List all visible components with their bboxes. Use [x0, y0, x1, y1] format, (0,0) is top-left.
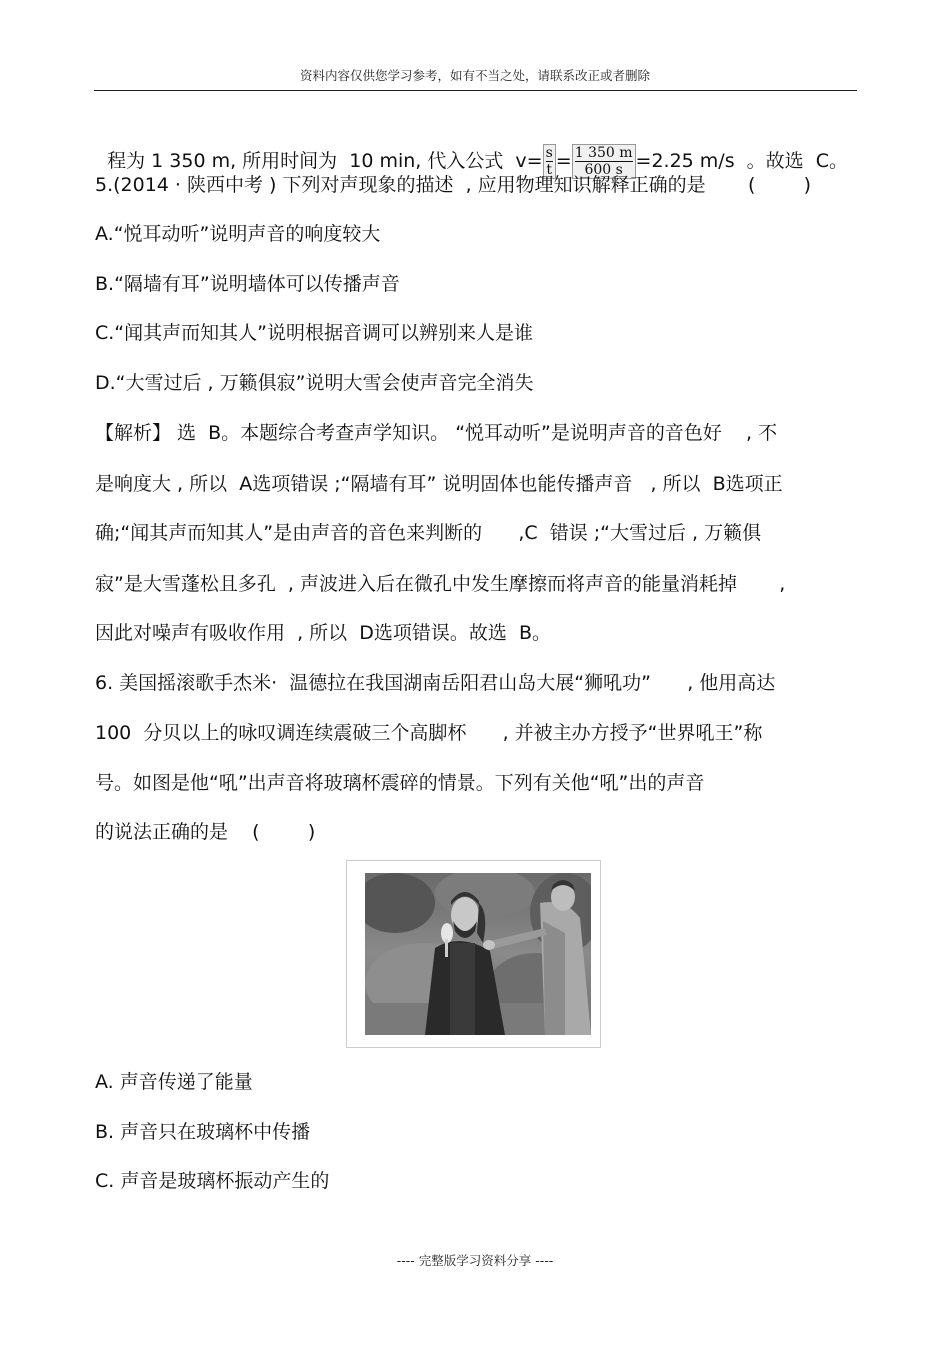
photo — [365, 873, 591, 1035]
question-6-stem: 100 分贝以上的咏叹调连续震破三个高脚杯 , 并被主办方授予“世界吼王”称 — [95, 722, 763, 744]
option-c: C.“闻其声而知其人”说明根据音调可以辨别来人是谁 — [95, 322, 533, 344]
photo-illustration — [365, 873, 591, 1035]
header-divider — [94, 90, 857, 91]
fraction-numerator: 1 350 m — [574, 145, 633, 161]
option-a: A. 声音传递了能量 — [95, 1071, 253, 1093]
question-6-stem: 6. 美国摇滚歌手杰米· 温德拉在我国湖南岳阳君山岛大展“狮吼功” , 他用高达 — [95, 672, 776, 694]
solution-line — [95, 120, 848, 179]
solution-result: =2.25 m/s 。故选 C。 — [635, 150, 849, 172]
question-5-stem: 5.(2014 · 陕西中考 ) 下列对声现象的描述 , 应用物理知识解释正确的是 ( ) — [95, 174, 812, 196]
fraction-denominator: 600 s — [584, 162, 623, 178]
question-6-stem: 号。如图是他“吼”出声音将玻璃杯震碎的情景。下列有关他“吼”出的声音 — [95, 772, 705, 794]
option-d: D.“大雪过后 , 万籁俱寂”说明大雪会使声音完全消失 — [95, 372, 534, 394]
page-footer: ---- 完整版学习资料分享 ---- — [396, 1253, 554, 1268]
option-b: B.“隔墙有耳”说明墙体可以传播声音 — [95, 273, 400, 295]
option-c: C. 声音是玻璃杯振动产生的 — [95, 1170, 330, 1192]
fraction-denominator: t — [546, 162, 553, 178]
analysis-line: 寂”是大雪蓬松且多孔 , 声波进入后在微孔中发生摩擦而将声音的能量消耗掉 , — [95, 573, 786, 595]
option-b: B. 声音只在玻璃杯中传播 — [95, 1121, 311, 1143]
figure-singer-photo — [346, 860, 601, 1048]
option-a: A.“悦耳动听”说明声音的响度较大 — [95, 223, 381, 245]
page-header: 资料内容仅供您学习参考，如有不当之处，请联系改正或者删除 — [299, 68, 650, 83]
analysis-line: 确;“闻其声而知其人”是由声音的音色来判断的 ,C 错误 ;“大雪过后 , 万籁俱 — [95, 522, 762, 544]
fraction-numerator: s — [545, 145, 553, 161]
question-6-stem: 的说法正确的是 ( ) — [95, 821, 316, 843]
analysis-line: 【解析】 选 B。本题综合考查声学知识。 “悦耳动听”是说明声音的音色好 , 不 — [95, 422, 778, 444]
solution-text: 程为 1 350 m, 所用时间为 10 min, 代入公式 v= — [107, 150, 543, 172]
equals-sign: = — [555, 150, 572, 172]
analysis-line: 是响度大 , 所以 A选项错误 ;“隔墙有耳” 说明固体也能传播声音 , 所以 B选项正 — [95, 473, 783, 495]
analysis-line: 因此对噪声有吸收作用 , 所以 D选项错误。故选 B。 — [95, 622, 551, 644]
